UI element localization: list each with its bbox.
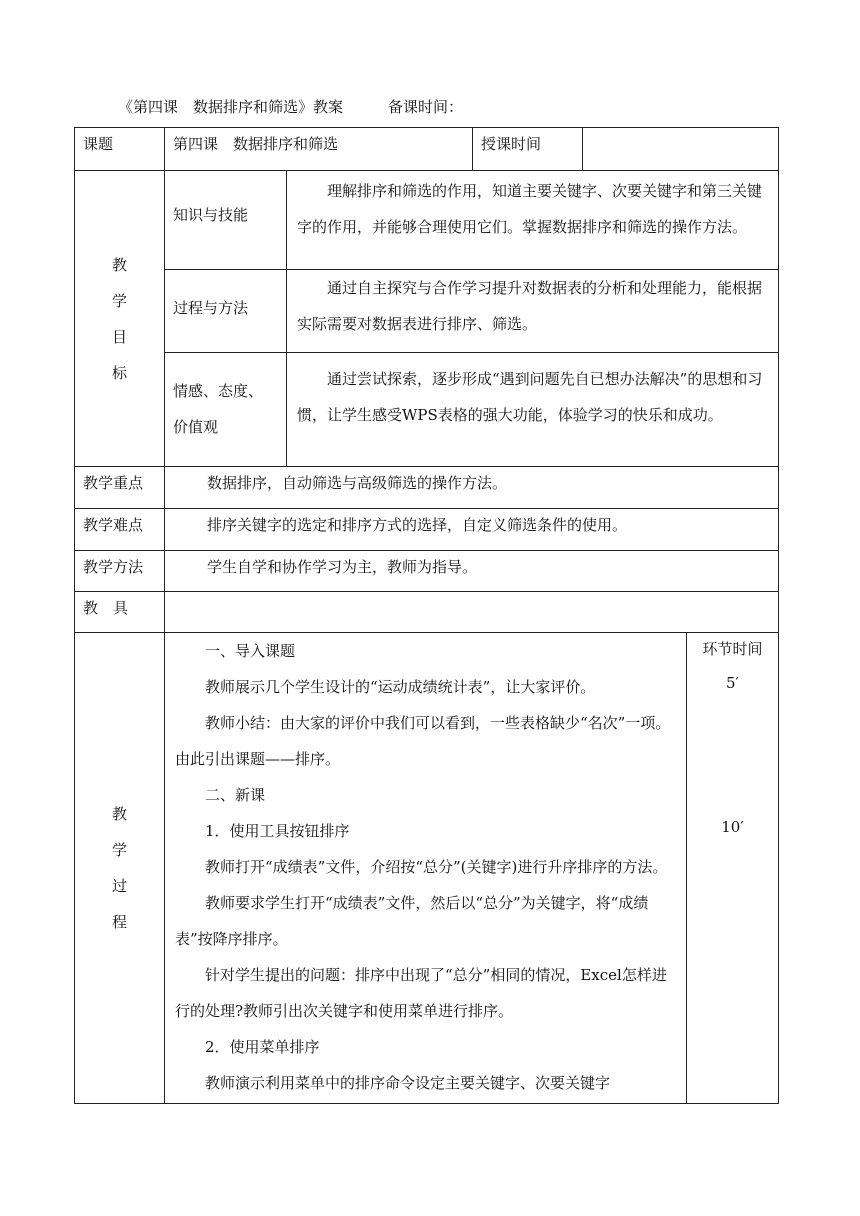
objectives-label	[75, 171, 165, 467]
process-label	[75, 633, 165, 1104]
method-label: 教学方法	[75, 551, 165, 592]
process-line: 一、导入课题	[205, 642, 296, 660]
tools-text	[165, 592, 779, 633]
attitude-values-label	[165, 353, 287, 467]
method-text: 学生自学和协作学习为主，教师为指导。	[165, 551, 779, 592]
process-line: 教师展示几个学生设计的“运动成绩统计表”，让大家评价。	[205, 678, 596, 696]
topic-label: 课题	[75, 128, 165, 171]
process-method-label: 过程与方法	[165, 270, 287, 353]
process-label-char: 过	[111, 877, 127, 895]
tools-label: 教 具	[75, 592, 165, 633]
class-time-value	[583, 128, 779, 171]
attitude-values-label-line: 情感、态度、	[173, 382, 264, 400]
topic-value: 第四课 数据排序和筛选	[165, 128, 473, 171]
attitude-values-label-line: 价值观	[173, 418, 219, 436]
knowledge-skills-text: 理解排序和筛选的作用，知道主要关键字、次要关键字和第三关键字的作用，并能够合理使用它们。掌握数据排序和筛选的操作方法。	[287, 171, 779, 270]
stage-time-column	[687, 633, 779, 1104]
objectives-label-char: 教	[111, 255, 127, 274]
process-content	[165, 633, 687, 1104]
objectives-label-char: 标	[111, 363, 127, 382]
stage-time-header: 环节时间	[702, 640, 763, 658]
key-point-label: 教学重点	[75, 467, 165, 509]
key-point-text: 数据排序，自动筛选与高级筛选的操作方法。	[165, 467, 779, 509]
lesson-plan-table	[74, 127, 779, 1104]
process-method-text: 通过自主探究与合作学习提升对数据表的分析和处理能力，能根据实际需要对数据表进行排序、筛选。	[287, 270, 779, 353]
stage-time-new-lesson: 10′	[721, 818, 744, 836]
attitude-values-text: 通过尝试探索，逐步形成“遇到问题先自已想办法解决”的思想和习惯，让学生感受WPS表格的强大功能，体验学习的快乐和成功。	[287, 353, 779, 467]
process-label-char: 学	[111, 841, 127, 859]
process-line: 针对学生提出的问题：排序中出现了“总分”相同的情况，Excel怎样进行的处理?教师引出次关键字和使用菜单进行排序。	[175, 966, 667, 1020]
objectives-label-char: 目	[111, 327, 127, 346]
process-line: 教师小结：由大家的评价中我们可以看到，一些表格缺少“名次”一项。由此引出课题——排序。	[175, 714, 671, 768]
process-line: 教师要求学生打开“成绩表”文件，然后以“总分”为关键字，将“成绩表”按降序排序。	[175, 894, 649, 948]
knowledge-skills-label: 知识与技能	[165, 171, 287, 270]
process-line: 1．使用工具按钮排序	[205, 822, 350, 840]
process-label-char: 教	[111, 805, 127, 823]
difficulty-label: 教学难点	[75, 509, 165, 551]
stage-time-intro: 5′	[726, 674, 739, 692]
difficulty-text: 排序关键字的选定和排序方式的选择，自定义筛选条件的使用。	[165, 509, 779, 551]
process-line: 教师打开“成绩表”文件，介绍按“总分”(关键字)进行升序排序的方法。	[205, 858, 668, 876]
process-line: 2．使用菜单排序	[205, 1038, 320, 1056]
process-label-char: 程	[111, 913, 127, 931]
process-line: 教师演示利用菜单中的排序命令设定主要关键字、次要关键字	[205, 1074, 611, 1092]
class-time-label: 授课时间	[473, 128, 583, 171]
document-title: 《第四课 数据排序和筛选》教案 备课时间：	[118, 98, 464, 116]
objectives-label-char: 学	[111, 291, 127, 310]
process-line: 二、新课	[205, 786, 266, 804]
